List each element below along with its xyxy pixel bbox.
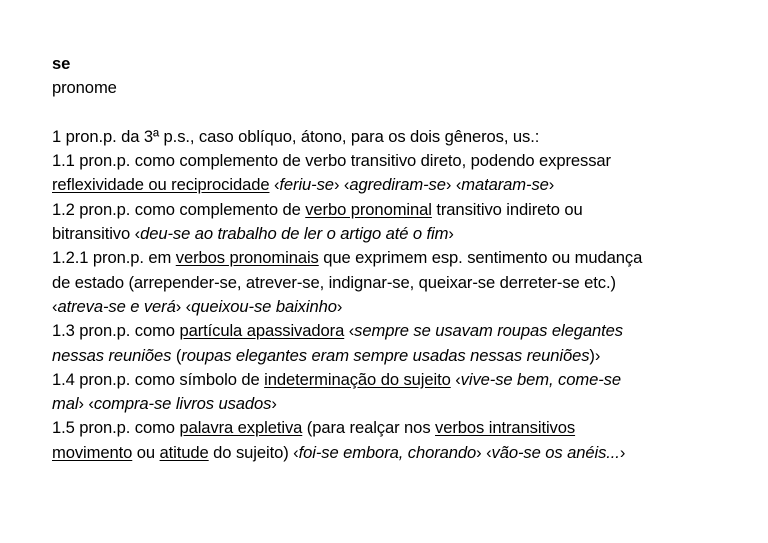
sense-line bbox=[52, 441, 752, 465]
definition-text: 1.2.1 pron.p. em bbox=[52, 248, 176, 268]
cross-reference-link[interactable]: movimento bbox=[52, 442, 133, 462]
cross-reference-link[interactable]: verbo pronominal bbox=[305, 199, 432, 219]
usage-example: roupas elegantes eram sempre usadas nessas reuniões bbox=[181, 345, 590, 365]
definition-text: 1 pron.p. da 3ª p.s., caso oblíquo, átono, para os dois gêneros, us.: bbox=[52, 126, 540, 146]
sense-line bbox=[52, 125, 752, 149]
sense-line bbox=[52, 392, 752, 416]
definition-text: ‹ bbox=[450, 369, 461, 389]
usage-example: foi-se embora, chorando bbox=[298, 442, 477, 462]
definition-text: ‹ bbox=[344, 321, 355, 341]
sense-line bbox=[52, 149, 752, 173]
definition-text: do sujeito) ‹ bbox=[208, 442, 299, 462]
entry-part-of-speech: pronome bbox=[52, 78, 117, 98]
usage-example: compra-se livros usados bbox=[93, 394, 272, 414]
definition-text: › bbox=[619, 442, 626, 462]
definition-text: (para realçar nos bbox=[302, 418, 436, 438]
sense-line bbox=[52, 295, 752, 319]
sense-line bbox=[52, 198, 752, 222]
usage-example: nessas reuniões bbox=[52, 345, 172, 365]
entry-headword: se bbox=[52, 54, 71, 73]
definition-text: bitransitivo ‹ bbox=[52, 224, 141, 244]
definition-text: › ‹ bbox=[333, 175, 350, 195]
definition-text: 1.3 pron.p. como bbox=[52, 321, 180, 341]
cross-reference-link[interactable]: verbos pronominais bbox=[175, 248, 319, 268]
definition-text: 1.1 pron.p. como complemento de verbo transitivo direto, podendo expressar bbox=[52, 151, 611, 171]
sense-line bbox=[52, 319, 752, 343]
spacer bbox=[52, 101, 752, 125]
definition-text: que exprimem esp. sentimento ou mudança bbox=[318, 248, 643, 268]
usage-example: queixou-se baixinho bbox=[191, 296, 337, 316]
definition-text: › ‹ bbox=[78, 394, 94, 414]
usage-example: mal bbox=[52, 394, 79, 414]
definition-text: 1.4 pron.p. como símbolo de bbox=[52, 369, 265, 389]
entry-senses bbox=[52, 125, 752, 465]
usage-example: vive-se bem, come-se bbox=[460, 369, 621, 389]
definition-text: › ‹ bbox=[476, 442, 492, 462]
definition-text: de estado (arrepender-se, atrever-se, indignar-se, queixar-se derreter-se etc.) bbox=[52, 272, 616, 292]
definition-text: ( bbox=[171, 345, 182, 365]
usage-example: sempre se usavam roupas elegantes bbox=[354, 321, 623, 341]
definition-text: )› bbox=[589, 345, 601, 365]
sense-line bbox=[52, 368, 752, 392]
sense-line bbox=[52, 271, 752, 295]
cross-reference-link[interactable]: reflexividade ou reciprocidade bbox=[52, 175, 270, 195]
definition-text: 1.5 pron.p. como bbox=[52, 418, 180, 438]
definition-text: › ‹ bbox=[445, 175, 462, 195]
usage-example: feriu-se bbox=[279, 175, 334, 195]
definition-text: ‹ bbox=[52, 296, 58, 316]
cross-reference-link[interactable]: palavra expletiva bbox=[179, 418, 303, 438]
sense-line bbox=[52, 416, 752, 440]
cross-reference-link[interactable]: atitude bbox=[159, 442, 209, 462]
definition-text: ou bbox=[132, 442, 160, 462]
definition-text: ‹ bbox=[269, 175, 280, 195]
definition-text: transitivo indireto ou bbox=[431, 199, 583, 219]
sense-line bbox=[52, 344, 752, 368]
usage-example: deu-se ao trabalho de ler o artigo até o fim bbox=[140, 224, 449, 244]
usage-example: agrediram-se bbox=[349, 175, 446, 195]
definition-text: › ‹ bbox=[175, 296, 192, 316]
definition-text: › bbox=[336, 296, 343, 316]
definition-text: › bbox=[448, 224, 454, 244]
definition-text: 1.2 pron.p. como complemento de bbox=[52, 199, 306, 219]
sense-line bbox=[52, 246, 752, 270]
usage-example: mataram-se bbox=[461, 175, 549, 195]
dictionary-entry bbox=[52, 52, 752, 465]
usage-example: atreva-se e verá bbox=[57, 296, 176, 316]
cross-reference-link[interactable]: partícula apassivadora bbox=[179, 321, 345, 341]
cross-reference-link[interactable]: indeterminação do sujeito bbox=[264, 369, 451, 389]
usage-example: vão-se os anéis... bbox=[491, 442, 620, 462]
definition-text: › bbox=[271, 394, 277, 414]
cross-reference-link[interactable]: verbos intransitivos bbox=[435, 418, 576, 438]
sense-line bbox=[52, 173, 752, 197]
sense-line bbox=[52, 222, 752, 246]
definition-text: › bbox=[548, 175, 555, 195]
